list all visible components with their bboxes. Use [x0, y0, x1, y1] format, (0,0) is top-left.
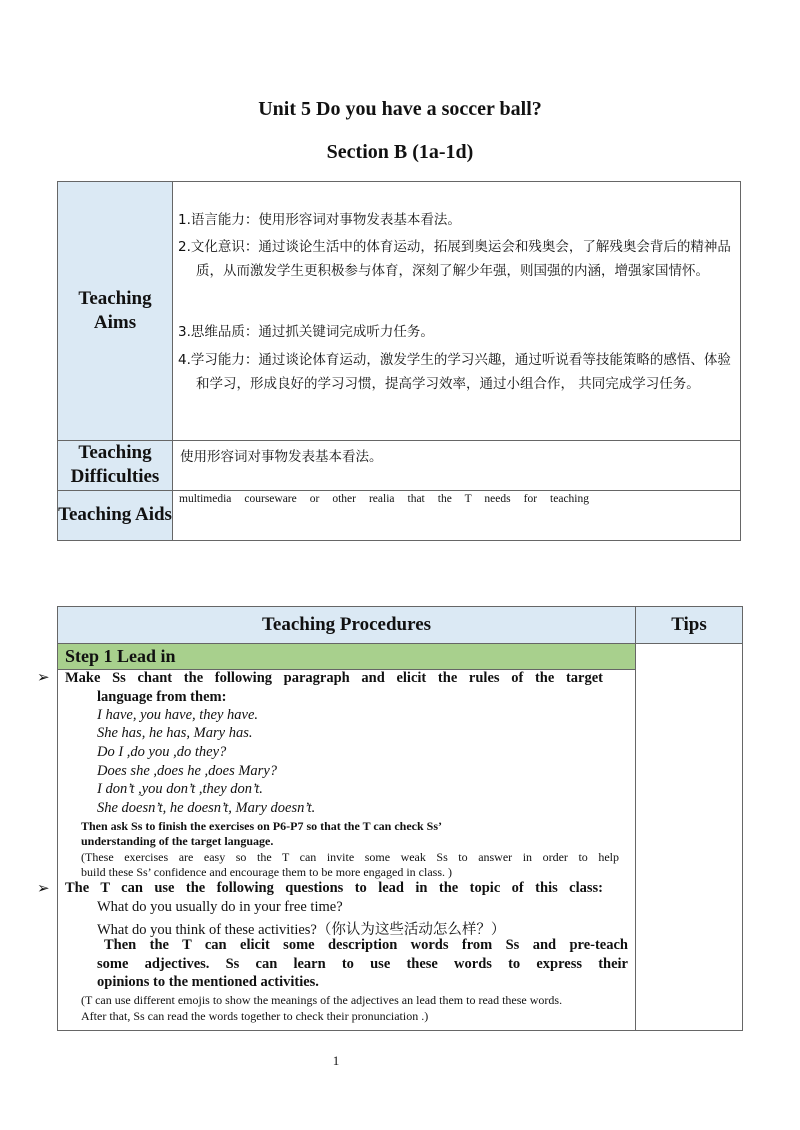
exercise-line: Then ask Ss to finish the exercises on P6-P7 so that the T can check Ss’	[81, 819, 443, 833]
exercise-line: understanding of the target language.	[81, 834, 274, 848]
note-line: (These exercises are easy so the T can invite some weak Ss to answer in order to help	[81, 850, 619, 864]
elicit-line: Then the T can elicit some description words from Ss and pre-teach	[104, 937, 628, 953]
aim-item: 2.文化意识：通过谈论生活中的体育运动，拓展到奥运会和残奥会，了解残奥会背后的精神品质，从而激发学生更积极参与体育，深刻了解少年强，则国强的内涵，增强家国情怀。	[178, 239, 731, 279]
note-line: (T can use different emojis to show the meanings of the adjectives an lead them to read these words.	[81, 993, 563, 1007]
aim-item: 3.思维品质：通过抓关键词完成听力任务。	[178, 324, 434, 340]
instruction-line: The T can use the following questions to lead in the topic of this class:	[65, 880, 603, 896]
question-line: What do you think of these activities?（你认为这些活动怎么样？）	[97, 922, 506, 938]
note-line: After that, Ss can read the words together to check their pronunciation .)	[81, 1009, 429, 1023]
tips-header: Tips	[636, 607, 742, 644]
chant-line: Do I ,do you ,do they?	[97, 744, 227, 760]
instruction-line: language from them:	[97, 689, 227, 705]
chant-line: I don’t ,you don’t ,they don’t.	[97, 781, 263, 797]
elicit-line: opinions to the mentioned activities.	[97, 974, 319, 990]
page-number: 1	[332, 1053, 340, 1068]
teaching-difficulties-text: 使用形容词对事物发表基本看法。	[180, 449, 383, 465]
question-line: What do you usually do in your free time?	[97, 899, 343, 915]
column-divider	[635, 644, 636, 1030]
aim-item: 4.学习能力：通过谈论体育运动，激发学生的学习兴趣，通过听说看等技能策略的感悟、体验和学习，形成良好的学习习惯，提高学习效率，通过小组合作， 共同完成学习任务。	[178, 352, 731, 392]
teaching-aims-label: Teaching Aims	[58, 182, 173, 440]
teaching-aids-text: multimedia courseware or other realia that the T needs for teaching	[179, 493, 589, 505]
chant-line: She doesn’t, he doesn’t, Mary doesn’t.	[97, 800, 316, 816]
elicit-line: some adjectives. Ss can learn to use these words to express their	[97, 956, 628, 972]
step1-title: Step 1 Lead in	[58, 644, 636, 670]
note-line: build these Ss’ confidence and encourage them to be more engaged in class. )	[81, 865, 452, 879]
document-title: Unit 5 Do you have a soccer ball?	[258, 98, 542, 120]
aim-item: 1.语言能力：使用形容词对事物发表基本看法。	[178, 212, 461, 228]
bullet-arrow-icon: ➢	[37, 670, 50, 686]
instruction-line: Make Ss chant the following paragraph and elicit the rules of the target	[65, 670, 603, 686]
row-divider	[58, 490, 740, 491]
chant-line: She has, he has, Mary has.	[97, 725, 253, 741]
section-title: Section B (1a-1d)	[326, 141, 474, 163]
teaching-difficulties-label: Teaching Difficulties	[58, 440, 173, 490]
chant-line: I have, you have, they have.	[97, 707, 259, 723]
bullet-arrow-icon: ➢	[37, 881, 50, 897]
teaching-aids-label: Teaching Aids	[58, 490, 173, 540]
row-divider	[58, 440, 740, 441]
chant-line: Does she ,does he ,does Mary?	[97, 763, 278, 779]
procedures-header: Teaching Procedures	[58, 607, 636, 644]
